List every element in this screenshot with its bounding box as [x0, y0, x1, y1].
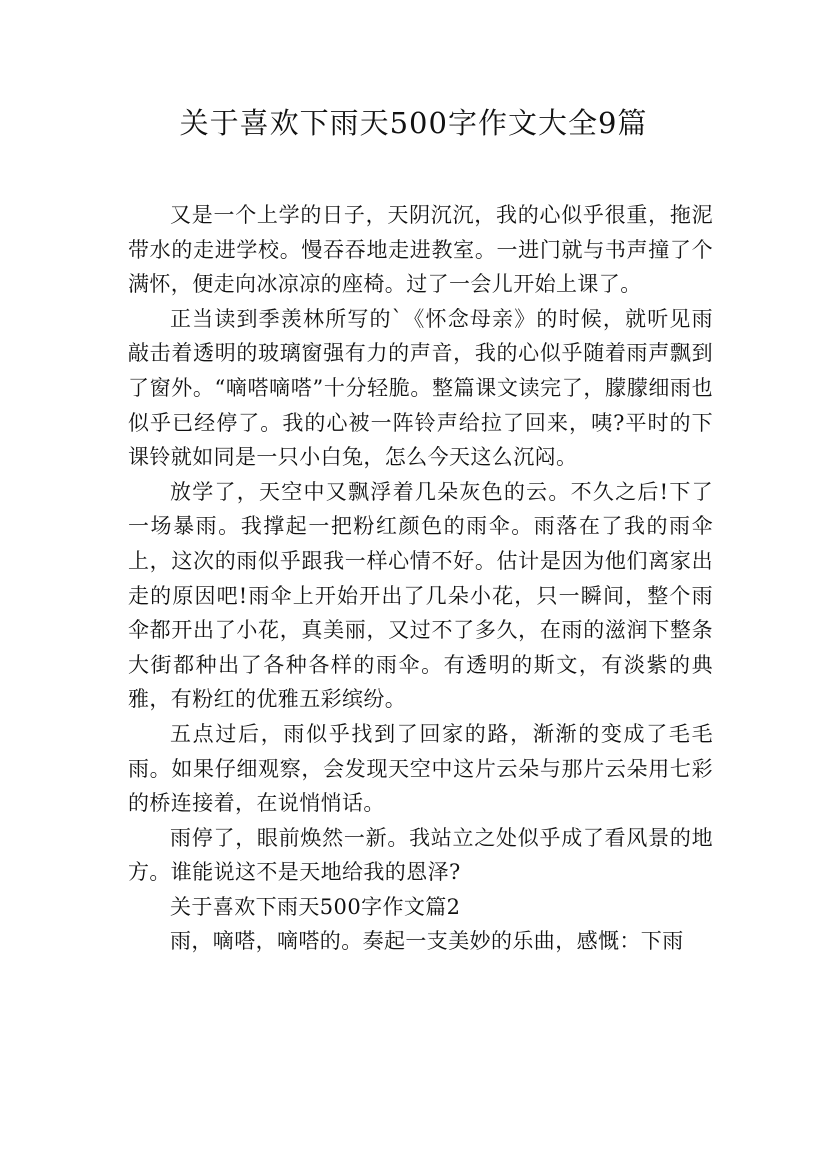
paragraph-6: 雨，嘀嗒，嘀嗒的。奏起一支美妙的乐曲，感慨：下雨	[170, 929, 684, 954]
document-title: 关于喜欢下雨天500字作文大全9篇	[179, 106, 648, 140]
section-heading: 关于喜欢下雨天500字作文篇2	[170, 894, 461, 919]
paragraph-1: 又是一个上学的日子，天阴沉沉，我的心似乎很重，拖泥带水的走进学校。慢吞吞地走进教室。一进门就与书声撞了个满怀，便走向冰凉凉的座椅。过了一会儿开始上课了。	[128, 203, 713, 297]
paragraph-4: 五点过后，雨似乎找到了回家的路，渐渐的变成了毛毛雨。如果仔细观察，会发现天空中这片云朵与那片云朵用七彩的桥连接着，在说悄悄话。	[128, 721, 713, 816]
paragraph-2: 正当读到季羡林所写的`《怀念母亲》的时候，就听见雨敲击着透明的玻璃窗强有力的声音，我的心似乎随着雨声飘到了窗外。“嘀嗒嘀嗒”十分轻脆。整篇课文读完了，朦朦细雨也似乎已经停了。我的心被一阵铃声给拉了回来，咦?平时的下课铃就如同是一只小白兔，怎么今天这么沉闷。	[128, 306, 713, 470]
paragraph-3: 放学了，天空中又飘浮着几朵灰色的云。不久之后!下了一场暴雨。我撑起一把粉红颜色的雨伞。雨落在了我的雨伞上，这次的雨似乎跟我一样心情不好。估计是因为他们离家出走的原因吧!雨伞上开始开出了几朵小花，只一瞬间，整个雨伞都开出了小花，真美丽，又过不了多久，在雨的滋润下整条大街都种出了各种各样的雨伞。有透明的斯文，有淡紫的典雅，有粉红的优雅五彩缤纷。	[128, 479, 713, 712]
document-body	[128, 198, 713, 959]
paragraph-5: 雨停了，眼前焕然一新。我站立之处似乎成了看风景的地方。谁能说这不是天地给我的恩泽?	[128, 825, 713, 885]
